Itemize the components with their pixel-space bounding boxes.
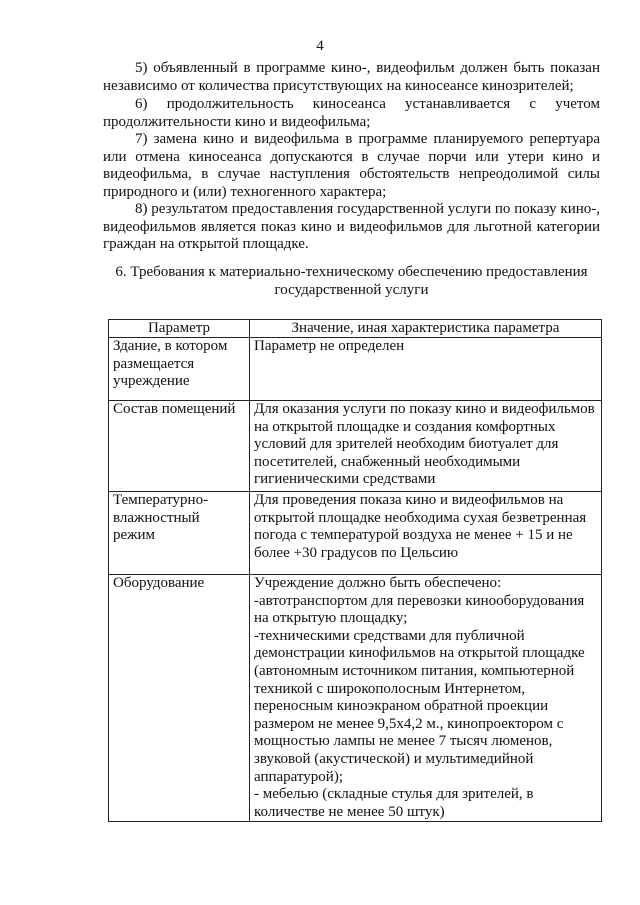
cell-line: Для оказания услуги по показу кино и видеофильмов bbox=[254, 401, 595, 417]
param-cell bbox=[109, 401, 250, 492]
param-cell bbox=[109, 492, 250, 575]
column-header-parameter: Параметр bbox=[109, 320, 250, 338]
value-cell bbox=[250, 575, 602, 822]
cell-line: Параметр не определен bbox=[254, 338, 405, 354]
cell-line: демонстрации кинофильмов на открытой площадке bbox=[254, 645, 585, 662]
cell-line: Состав помещений bbox=[113, 401, 236, 417]
paragraph-6: 6) продолжительность киносеанса устанавливается с учетом продолжительности кино и видеофильма; bbox=[103, 96, 600, 130]
cell-line: мощностью лампы не менее 7 тысяч люменов, bbox=[254, 733, 553, 750]
table-header-row bbox=[109, 320, 602, 338]
cell-line: на открытую площадку; bbox=[254, 610, 408, 627]
table-row bbox=[109, 492, 602, 575]
cell-line: учреждение bbox=[113, 373, 190, 390]
value-cell bbox=[250, 492, 602, 575]
cell-line: количестве не менее 50 штук) bbox=[254, 803, 445, 820]
table-row bbox=[109, 575, 602, 822]
cell-line: Оборудование bbox=[113, 575, 205, 591]
requirements-table bbox=[108, 319, 602, 822]
paragraph-7: 7) замена кино и видеофильма в программе планируемого репертуара или отмена киносеанса допускаются в случае порчи или утери кино и видеофильма, в случае наступления обстоятельств непреодолимой силы природного и (или) техногенного характера; bbox=[103, 131, 600, 200]
page-number: 4 bbox=[316, 38, 324, 54]
cell-line: звуковой (акустической) и мультимедийной bbox=[254, 750, 534, 767]
cell-line: размещается bbox=[113, 355, 195, 372]
cell-line: Для проведения показа кино и видеофильмов на bbox=[254, 492, 564, 508]
cell-line: Здание, в котором bbox=[113, 338, 228, 354]
cell-line: аппаратурой); bbox=[254, 768, 343, 785]
cell-line: посетителей, снабженный необходимыми bbox=[254, 453, 521, 470]
value-cell bbox=[250, 401, 602, 492]
cell-line: Учреждение должно быть обеспечено: bbox=[254, 575, 502, 591]
cell-line: гигиеническими средствами bbox=[254, 471, 436, 488]
cell-line: открытой площадке необходима сухая безветренная bbox=[254, 509, 587, 526]
cell-line: переносным киноэкраном обратной проекции bbox=[254, 698, 549, 715]
cell-line: на открытой площадке и создания комфортных bbox=[254, 418, 556, 435]
cell-line: -автотранспортом для перевозки кинооборудования bbox=[254, 592, 585, 609]
section-title: 6. Требования к материально-техническому обеспечению предоставления государственной услуги bbox=[115, 264, 588, 298]
cell-line: техникой с широкополосным Интернетом, bbox=[254, 680, 526, 697]
cell-line: -техническими средствами для публичной bbox=[254, 627, 525, 644]
value-cell bbox=[250, 338, 602, 401]
cell-line: (автономным источником питания, компьютерной bbox=[254, 662, 575, 679]
cell-line: более +30 градусов по Цельсию bbox=[254, 544, 459, 561]
param-cell bbox=[109, 338, 250, 401]
cell-line: влажностный bbox=[113, 509, 200, 526]
table-row bbox=[109, 401, 602, 492]
cell-line: размером не менее 9,5х4,2 м., кинопроектором с bbox=[254, 715, 564, 732]
column-header-value: Значение, иная характеристика параметра bbox=[250, 320, 602, 338]
cell-line: условий для зрителей необходим биотуалет для bbox=[254, 436, 559, 453]
cell-line: погода с температурой воздуха не менее + 15 и не bbox=[254, 527, 573, 544]
cell-line: - мебелью (складные стулья для зрителей, в bbox=[254, 786, 534, 803]
cell-line: Температурно- bbox=[113, 492, 209, 508]
table-row bbox=[109, 338, 602, 401]
paragraph-8: 8) результатом предоставления государственной услуги по показу кино-, видеофильмов является показ кино и видеофильмов для льготной категории граждан на открытой площадке. bbox=[103, 201, 600, 253]
param-cell bbox=[109, 575, 250, 822]
cell-line: режим bbox=[113, 527, 156, 544]
paragraph-5: 5) объявленный в программе кино-, видеофильм должен быть показан независимо от количества присутствующих на киносеансе кинозрителей; bbox=[103, 60, 600, 94]
